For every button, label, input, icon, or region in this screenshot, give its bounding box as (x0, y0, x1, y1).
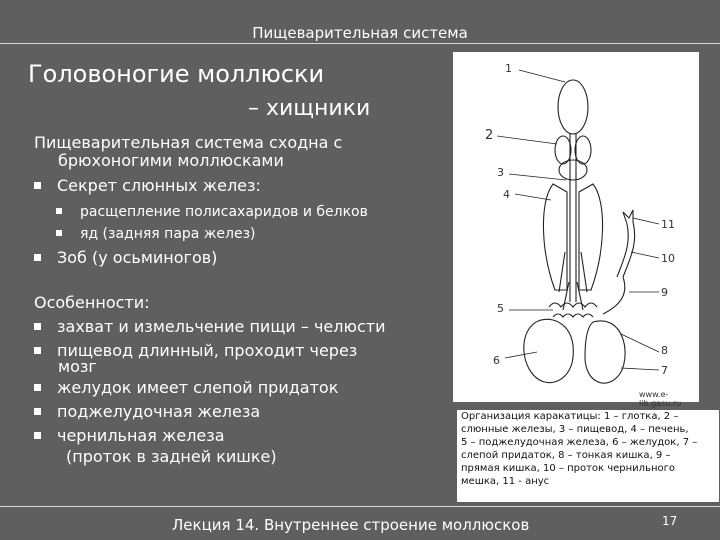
lecture-title: Лекция 14. Внутреннее строение моллюсков (172, 516, 530, 534)
feature-continuation: (проток в задней кишке) (66, 447, 277, 466)
features-title: Особенности: (34, 293, 150, 312)
intro-line-1: Пищеварительная система сходна с (34, 133, 343, 152)
salivary-gland-shape (559, 160, 587, 180)
bullet-icon (34, 384, 41, 391)
feature-item (34, 426, 385, 445)
slide-footer (0, 506, 720, 540)
caption-line: слепой придаток, 8 – тонкая кишка, 9 – (461, 450, 671, 461)
figure-label: 6 (493, 354, 500, 367)
bullet-icon (34, 323, 41, 330)
cuttlefish-digestive-diagram (453, 52, 699, 408)
crop-text: Зоб (у осьминогов) (57, 248, 218, 267)
feature-item (34, 402, 385, 421)
slide-title: Пищеварительная система (252, 24, 468, 42)
heading-line-2: – хищники (248, 96, 371, 121)
figure-label: 5 (497, 302, 504, 315)
figure-label: 8 (661, 344, 668, 357)
intro-block (34, 134, 368, 267)
feature-text: пищевод длинный, проходит через (57, 341, 358, 360)
saliva-text: Секрет слюнных желез: (57, 176, 261, 195)
feature-item (34, 378, 385, 397)
bullet-icon (34, 432, 41, 439)
bullet-icon (34, 182, 41, 189)
salivary-gland-shape (555, 136, 571, 164)
figure-label: 3 (497, 166, 504, 179)
caption-line: прямая кишка, 10 – проток чернильного (461, 463, 675, 474)
features-block (34, 293, 385, 466)
figure-label: 10 (661, 252, 675, 265)
feature-text: чернильная железа (57, 426, 225, 445)
intro-line-2: брюхоногими моллюсками (58, 151, 284, 170)
bullet-icon (34, 254, 41, 261)
figure-caption (457, 410, 719, 502)
sub-item (34, 203, 368, 221)
salivary-gland-shape (575, 136, 591, 164)
bullet-icon (56, 230, 62, 236)
bullet-icon (56, 208, 62, 214)
slide-header (0, 0, 720, 44)
bullet-icon (34, 347, 41, 354)
page-number: 17 (662, 514, 678, 528)
figure-label: 11 (661, 218, 675, 231)
feature-text: желудок имеет слепой придаток (57, 378, 339, 397)
footer-divider (0, 506, 720, 507)
sub-item (34, 225, 368, 243)
caption-line: слюнные железы, 3 – пищевод, 4 – печень, (461, 424, 689, 435)
header-divider (0, 43, 720, 44)
feature-text: захват и измельчение пищи – челюсти (57, 317, 386, 336)
sub-item-text: расщепление полисахаридов и белков (80, 204, 368, 220)
sub-item-text: яд (задняя пара желез) (80, 226, 256, 242)
crop-item (34, 249, 368, 267)
feature-continuation: мозг (58, 357, 97, 376)
bullet-icon (34, 408, 41, 415)
stomach-shape (524, 319, 573, 382)
source-watermark: www.e-lib.gasu.ru (639, 390, 682, 408)
figure-label: 2 (485, 128, 494, 143)
caption-line: 5 – поджелудочная железа, 6 – желудок, 7 – (461, 437, 698, 448)
figure-label: 7 (661, 364, 668, 377)
feature-item (34, 317, 385, 336)
feature-text: поджелудочная железа (57, 402, 261, 421)
caption-line: мешка, 11 - анус (461, 476, 550, 487)
caption-line: Организация каракатицы: 1 – глотка, 2 – (461, 411, 679, 422)
figure-label: 1 (505, 62, 512, 75)
saliva-item (34, 177, 368, 195)
liver-lobe-shape (543, 184, 567, 290)
caecum-shape (585, 321, 625, 383)
heading-line-1: Головоногие моллюски (28, 60, 325, 88)
liver-lobe-shape (579, 184, 603, 290)
figure-label: 9 (661, 286, 668, 299)
figure-label: 4 (503, 188, 510, 201)
pharynx-shape (558, 80, 588, 134)
